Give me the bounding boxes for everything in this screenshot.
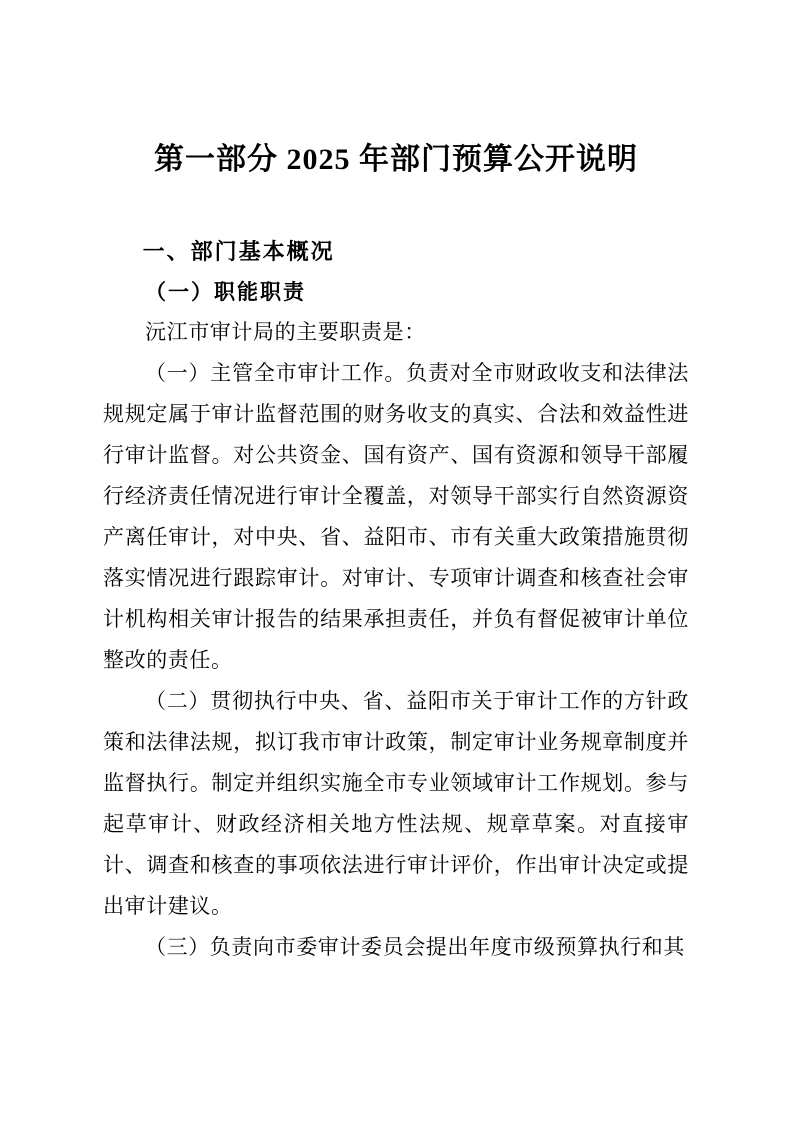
subsection-heading-functions-duties: （一）职能职责: [145, 280, 306, 304]
document-title: 第一部分 2025 年部门预算公开说明: [154, 143, 638, 176]
section-heading-basic-overview: 一、部门基本概况: [142, 239, 335, 264]
paragraph-duty-1: （一）主管全市审计工作。负责对全市财政收支和法律法规规定属于审计监督范围的财务收支的真实、合法和效益性进行审计监督。对公共资金、国有资产、国有资源和领导干部履行经济责任情况进行审计全覆盖，对领导干部实行自然资源资产离任审计，对中央、省、益阳市、市有关重大政策措施贯彻落实情况进行跟踪审计。对审计、专项审计调查和核查社会审计机构相关审计报告的结果承担责任，并负有督促被审计单位整改的责任。: [103, 361, 689, 672]
body-text: [103, 312, 689, 968]
paragraph-intro: 沅江市审计局的主要职责是：: [145, 320, 426, 344]
paragraph-duty-3-truncated: （三）负责向市委审计委员会提出年度市级预算执行和其: [145, 935, 685, 959]
paragraph-duty-2: （二）贯彻执行中央、省、益阳市关于审计工作的方针政策和法律法规，拟订我市审计政策，制定审计业务规章制度并监督执行。制定并组织实施全市专业领域审计工作规划。参与起草审计、财政经济相关地方性法规、规章草案。对直接审计、调查和核查的事项依法进行审计评价，作出审计决定或提出审计建议。: [103, 689, 689, 918]
